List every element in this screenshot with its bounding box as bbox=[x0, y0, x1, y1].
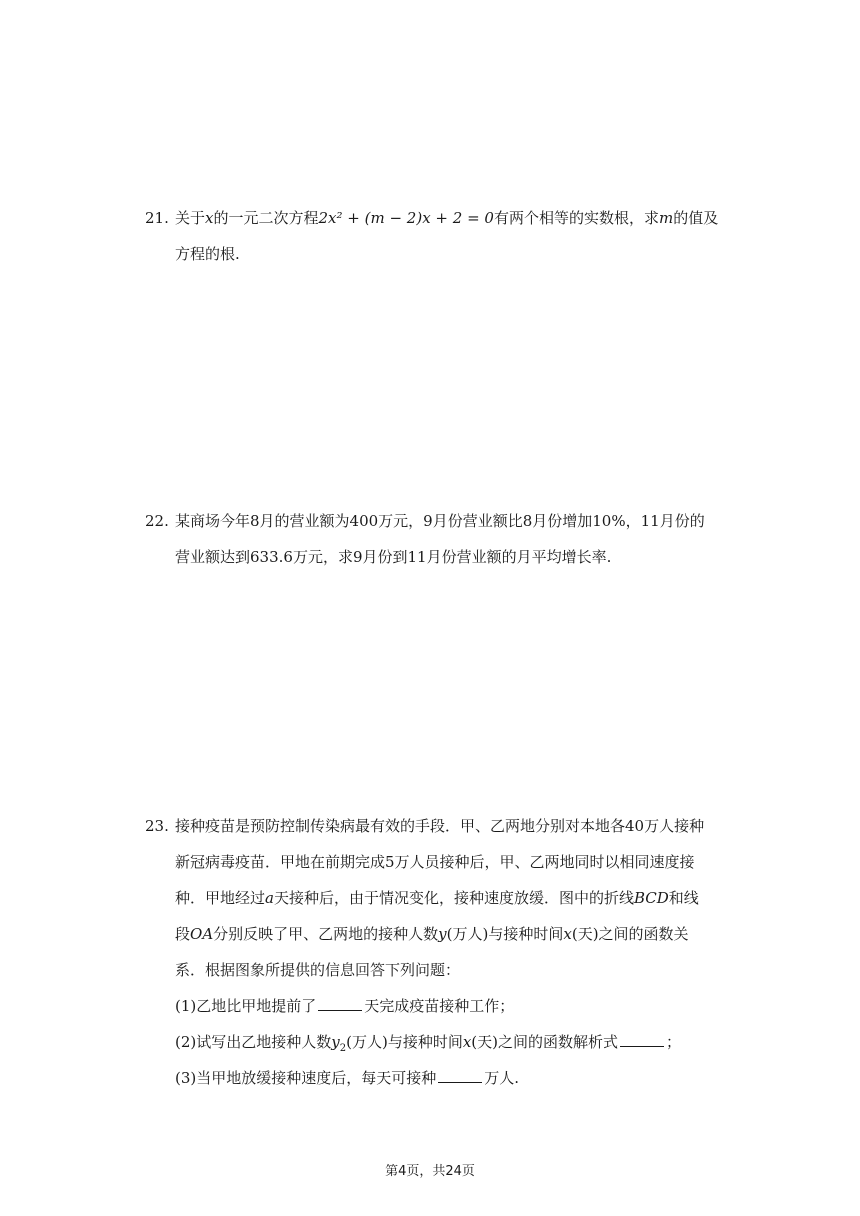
math-var-y2: y bbox=[331, 1033, 340, 1051]
math-var-y: y bbox=[438, 925, 447, 943]
page-footer: 第4页，共24页 bbox=[385, 1164, 475, 1179]
math-var-x: x bbox=[205, 209, 214, 227]
answer-blank[interactable] bbox=[620, 1032, 664, 1047]
question-number: 22. bbox=[145, 512, 169, 530]
answer-blank[interactable] bbox=[438, 1068, 482, 1083]
question-21: 21. 关于x的一元二次方程2x² + (m − 2)x + 2 = 0有两个相等的实数根，求m的值及 方程的根. bbox=[145, 200, 725, 272]
question-number: 23. bbox=[145, 817, 169, 835]
math-seg-bcd: BCD bbox=[633, 889, 669, 907]
answer-blank[interactable] bbox=[318, 996, 362, 1011]
math-seg-oa: OA bbox=[190, 925, 214, 943]
math-var-x: x bbox=[563, 925, 572, 943]
math-var-a: a bbox=[265, 889, 274, 907]
sub-question-3: (3)当甲地放缓接种速度后，每天可接种 万人. bbox=[175, 1069, 520, 1087]
sub-question-1: (1)乙地比甲地提前了 天完成疫苗接种工作； bbox=[175, 997, 515, 1015]
question-23: 23. 接种疫苗是预防控制传染病最有效的手段．甲、乙两地分别对本地各40万人接种 新冠病毒疫苗．甲地在前期完成5万人员接种后，甲、乙两地同时以相同速度接 种．甲地经过a天接种后，由于情况变化，接种速度放缓．图中的折线BCD和线 段OA分别反映了甲、乙两地的接种人数y(万人)与接种时间x(天)之间的函数关 系．根据图象所提供的信息回答下列问题： (1)乙地比甲地提前了 天完成疫苗接种工作； (2)试写出乙地接种人数$y_2$(万人)与接种时间x(天)之间的函数解析式 ； (3)当甲地放缓接种速度后，每天可接种 万人. bbox=[145, 808, 725, 1096]
sub-question-2: (2)试写出乙地接种人数$y_2$(万人)与接种时间x(天)之间的函数解析式 ； bbox=[175, 1033, 682, 1054]
question-number: 21. bbox=[145, 209, 169, 227]
equation: 2x² + (m − 2)x + 2 = 0 bbox=[318, 209, 494, 227]
question-22: 22. 某商场今年8月的营业额为400万元，9月份营业额比8月份增加10%，11月份的 营业额达到633.6万元，求9月份到11月份营业额的月平均增长率. bbox=[145, 503, 725, 575]
math-var-m: m bbox=[658, 209, 674, 227]
